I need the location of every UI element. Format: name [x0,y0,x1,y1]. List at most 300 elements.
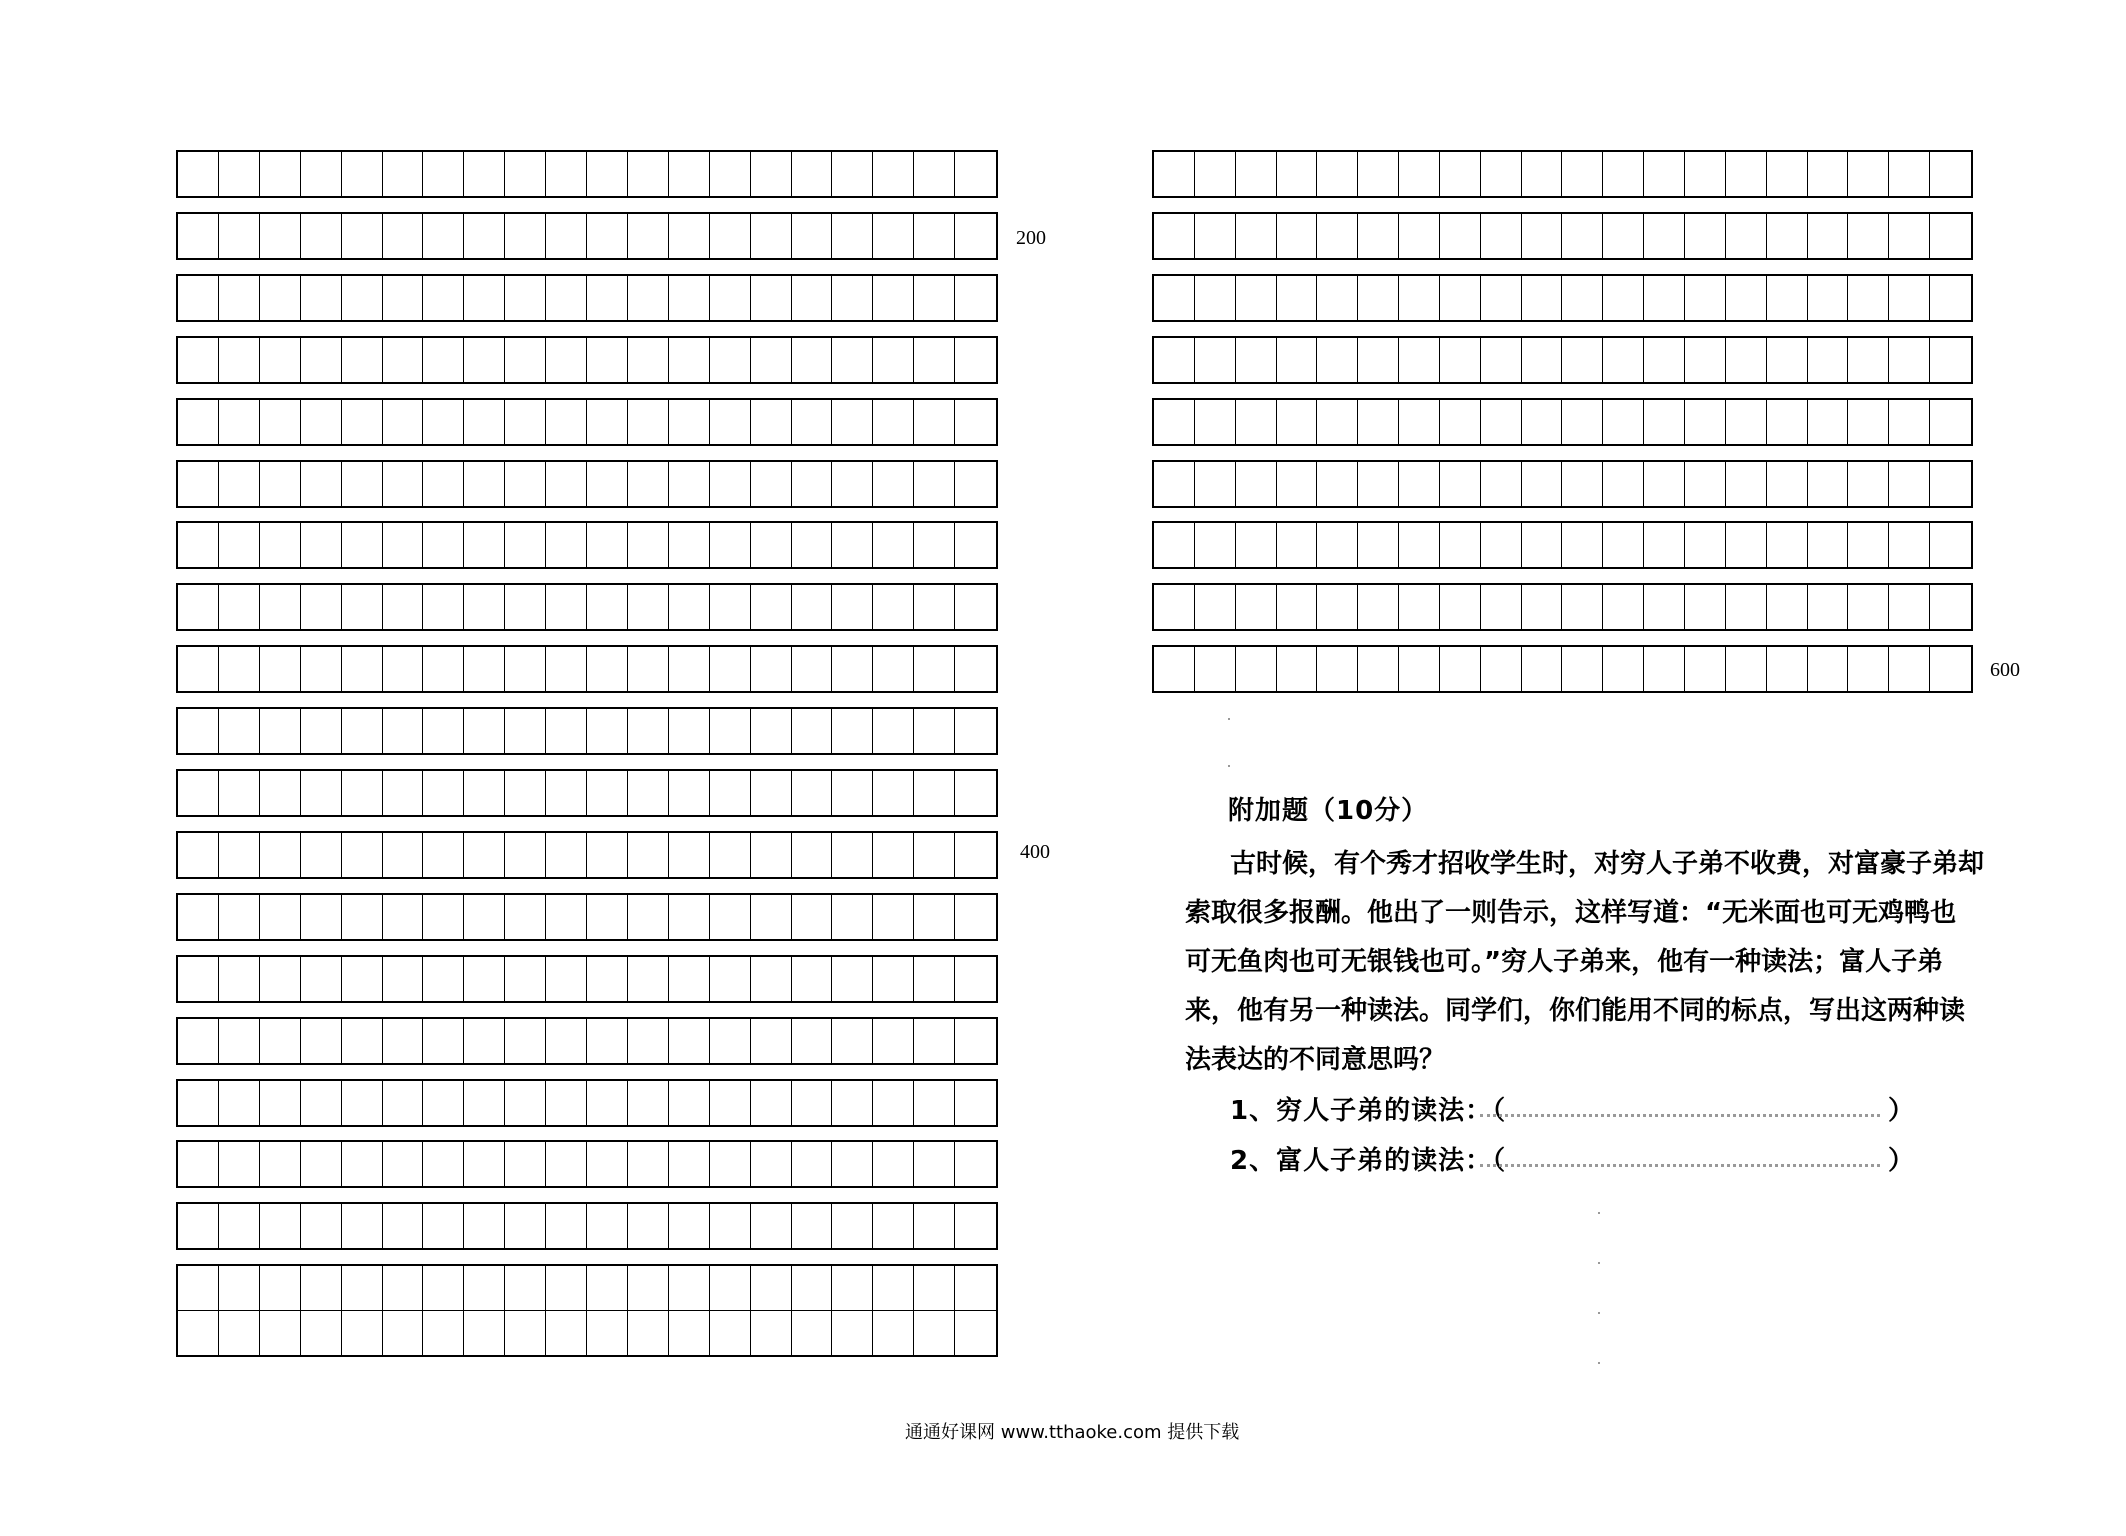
writing-cell[interactable] [1562,647,1603,691]
writing-cell[interactable] [178,1204,219,1248]
writing-cell[interactable] [873,400,914,444]
writing-cell[interactable] [505,1266,546,1311]
writing-cell[interactable] [178,338,219,382]
writing-cell[interactable] [505,523,546,567]
writing-cell[interactable] [1399,214,1440,258]
writing-cell[interactable] [832,895,873,939]
writing-cell[interactable] [751,1081,792,1125]
writing-cell[interactable] [342,1142,383,1186]
writing-cell[interactable] [178,523,219,567]
writing-cell[interactable] [301,214,342,258]
writing-cell[interactable] [832,957,873,1001]
writing-cell[interactable] [1399,276,1440,320]
writing-cell[interactable] [628,895,669,939]
writing-cell[interactable] [1195,338,1236,382]
writing-cell[interactable] [505,152,546,196]
writing-cell[interactable] [1236,462,1277,506]
writing-cell[interactable] [178,585,219,629]
writing-cell[interactable] [792,585,833,629]
writing-cell[interactable] [1889,523,1930,567]
writing-cell[interactable] [669,1266,710,1311]
writing-cell[interactable] [587,1204,628,1248]
writing-cell[interactable] [669,833,710,877]
writing-cell[interactable] [873,709,914,753]
writing-cell[interactable] [1236,152,1277,196]
writing-cell[interactable] [383,338,424,382]
writing-cell[interactable] [587,214,628,258]
writing-cell[interactable] [1685,276,1726,320]
writing-cell[interactable] [1603,647,1644,691]
writing-cell[interactable] [464,585,505,629]
writing-cell[interactable] [873,152,914,196]
writing-cell[interactable] [1603,400,1644,444]
writing-cell[interactable] [383,957,424,1001]
writing-cell[interactable] [1889,214,1930,258]
writing-cell[interactable] [587,957,628,1001]
writing-cell[interactable] [1358,585,1399,629]
writing-cell[interactable] [1808,152,1849,196]
writing-cell[interactable] [873,647,914,691]
writing-cell[interactable] [873,214,914,258]
writing-cell[interactable] [1236,523,1277,567]
writing-cell[interactable] [792,1142,833,1186]
writing-cell[interactable] [505,276,546,320]
writing-cell[interactable] [669,709,710,753]
writing-cell[interactable] [1358,338,1399,382]
writing-cell[interactable] [873,523,914,567]
writing-cell[interactable] [792,957,833,1001]
writing-cell[interactable] [1399,647,1440,691]
writing-cell[interactable] [260,523,301,567]
writing-cell[interactable] [710,1142,751,1186]
writing-cell[interactable] [1277,276,1318,320]
writing-cell[interactable] [955,462,996,506]
writing-cell[interactable] [669,1311,710,1356]
writing-cell[interactable] [1358,647,1399,691]
writing-cell[interactable] [669,771,710,815]
writing-cell[interactable] [669,1081,710,1125]
writing-cell[interactable] [792,1266,833,1311]
writing-cell[interactable] [669,152,710,196]
writing-cell[interactable] [178,957,219,1001]
writing-cell[interactable] [914,1019,955,1063]
writing-cell[interactable] [1317,462,1358,506]
writing-cell[interactable] [1726,400,1767,444]
writing-cell[interactable] [914,1311,955,1356]
writing-cell[interactable] [505,1081,546,1125]
writing-cell[interactable] [178,400,219,444]
writing-cell[interactable] [1644,276,1685,320]
writing-cell[interactable] [464,523,505,567]
writing-cell[interactable] [792,523,833,567]
writing-cell[interactable] [751,647,792,691]
writing-cell[interactable] [505,1204,546,1248]
writing-cell[interactable] [1889,400,1930,444]
writing-cell[interactable] [219,1081,260,1125]
writing-cell[interactable] [832,1142,873,1186]
writing-cell[interactable] [669,400,710,444]
writing-cell[interactable] [342,462,383,506]
writing-cell[interactable] [751,523,792,567]
writing-cell[interactable] [1726,585,1767,629]
writing-cell[interactable] [178,1142,219,1186]
writing-cell[interactable] [219,709,260,753]
writing-cell[interactable] [1481,152,1522,196]
writing-cell[interactable] [792,771,833,815]
writing-cell[interactable] [464,1019,505,1063]
writing-cell[interactable] [873,276,914,320]
writing-cell[interactable] [301,276,342,320]
writing-cell[interactable] [832,771,873,815]
writing-cell[interactable] [628,1204,669,1248]
writing-cell[interactable] [873,771,914,815]
writing-cell[interactable] [1767,523,1808,567]
writing-cell[interactable] [710,895,751,939]
writing-cell[interactable] [1726,647,1767,691]
writing-cell[interactable] [751,1266,792,1311]
writing-cell[interactable] [914,152,955,196]
writing-cell[interactable] [955,585,996,629]
writing-cell[interactable] [464,338,505,382]
writing-cell[interactable] [832,214,873,258]
writing-cell[interactable] [464,152,505,196]
writing-cell[interactable] [1603,523,1644,567]
writing-cell[interactable] [1808,523,1849,567]
writing-cell[interactable] [751,1019,792,1063]
writing-cell[interactable] [301,957,342,1001]
writing-cell[interactable] [383,833,424,877]
writing-cell[interactable] [342,895,383,939]
writing-cell[interactable] [587,1142,628,1186]
writing-cell[interactable] [914,895,955,939]
writing-cell[interactable] [1440,152,1481,196]
writing-cell[interactable] [710,1266,751,1311]
writing-cell[interactable] [383,1311,424,1356]
writing-cell[interactable] [792,152,833,196]
writing-cell[interactable] [914,523,955,567]
writing-cell[interactable] [260,152,301,196]
writing-cell[interactable] [832,338,873,382]
writing-cell[interactable] [792,1311,833,1356]
writing-cell[interactable] [914,338,955,382]
writing-cell[interactable] [260,1266,301,1311]
writing-cell[interactable] [1889,338,1930,382]
writing-cell[interactable] [1440,400,1481,444]
writing-cell[interactable] [219,647,260,691]
writing-cell[interactable] [260,400,301,444]
writing-cell[interactable] [1440,523,1481,567]
writing-cell[interactable] [383,152,424,196]
writing-cell[interactable] [914,276,955,320]
writing-cell[interactable] [628,523,669,567]
writing-cell[interactable] [1522,214,1563,258]
writing-cell[interactable] [628,214,669,258]
writing-cell[interactable] [628,709,669,753]
writing-cell[interactable] [260,276,301,320]
writing-cell[interactable] [178,709,219,753]
writing-cell[interactable] [219,152,260,196]
writing-cell[interactable] [423,152,464,196]
writing-cell[interactable] [792,895,833,939]
writing-cell[interactable] [301,833,342,877]
writing-cell[interactable] [219,214,260,258]
writing-cell[interactable] [1644,152,1685,196]
writing-cell[interactable] [1848,462,1889,506]
writing-cell[interactable] [464,895,505,939]
writing-cell[interactable] [219,1204,260,1248]
writing-cell[interactable] [1562,523,1603,567]
writing-cell[interactable] [587,833,628,877]
writing-cell[interactable] [955,1081,996,1125]
writing-cell[interactable] [1685,647,1726,691]
writing-cell[interactable] [1930,214,1971,258]
writing-cell[interactable] [1195,152,1236,196]
writing-cell[interactable] [1767,338,1808,382]
writing-cell[interactable] [955,214,996,258]
writing-cell[interactable] [464,833,505,877]
writing-cell[interactable] [955,1019,996,1063]
writing-cell[interactable] [342,152,383,196]
writing-cell[interactable] [301,771,342,815]
writing-cell[interactable] [1603,276,1644,320]
writing-cell[interactable] [710,1081,751,1125]
writing-cell[interactable] [1522,647,1563,691]
writing-cell[interactable] [342,1019,383,1063]
writing-cell[interactable] [301,585,342,629]
writing-cell[interactable] [219,1142,260,1186]
writing-cell[interactable] [546,709,587,753]
writing-cell[interactable] [1236,585,1277,629]
writing-cell[interactable] [1154,523,1195,567]
writing-cell[interactable] [710,833,751,877]
writing-cell[interactable] [301,647,342,691]
writing-cell[interactable] [792,1204,833,1248]
writing-cell[interactable] [546,1142,587,1186]
writing-cell[interactable] [792,1081,833,1125]
writing-cell[interactable] [669,523,710,567]
writing-cell[interactable] [710,1019,751,1063]
writing-cell[interactable] [1848,523,1889,567]
writing-cell[interactable] [587,1081,628,1125]
writing-cell[interactable] [178,152,219,196]
writing-cell[interactable] [751,895,792,939]
writing-cell[interactable] [751,1311,792,1356]
writing-cell[interactable] [464,462,505,506]
writing-cell[interactable] [260,647,301,691]
writing-cell[interactable] [342,585,383,629]
writing-cell[interactable] [546,895,587,939]
writing-cell[interactable] [587,400,628,444]
writing-cell[interactable] [669,276,710,320]
writing-cell[interactable] [1481,338,1522,382]
writing-cell[interactable] [219,462,260,506]
writing-cell[interactable] [546,1019,587,1063]
writing-cell[interactable] [873,895,914,939]
writing-cell[interactable] [1848,338,1889,382]
writing-cell[interactable] [1440,338,1481,382]
writing-cell[interactable] [505,895,546,939]
writing-cell[interactable] [1808,214,1849,258]
writing-cell[interactable] [587,1266,628,1311]
writing-cell[interactable] [301,1081,342,1125]
writing-cell[interactable] [342,1081,383,1125]
writing-cell[interactable] [1195,523,1236,567]
writing-cell[interactable] [505,957,546,1001]
writing-cell[interactable] [955,1311,996,1356]
writing-cell[interactable] [219,400,260,444]
writing-cell[interactable] [423,400,464,444]
writing-cell[interactable] [260,462,301,506]
writing-cell[interactable] [505,1019,546,1063]
writing-cell[interactable] [873,833,914,877]
writing-cell[interactable] [873,1311,914,1356]
writing-cell[interactable] [1277,152,1318,196]
writing-cell[interactable] [710,338,751,382]
writing-cell[interactable] [955,276,996,320]
writing-cell[interactable] [546,276,587,320]
writing-cell[interactable] [1644,523,1685,567]
writing-cell[interactable] [587,152,628,196]
writing-cell[interactable] [1685,523,1726,567]
writing-cell[interactable] [1399,400,1440,444]
writing-cell[interactable] [1930,585,1971,629]
writing-cell[interactable] [260,338,301,382]
writing-cell[interactable] [669,214,710,258]
writing-cell[interactable] [178,833,219,877]
writing-cell[interactable] [1644,585,1685,629]
writing-cell[interactable] [1358,214,1399,258]
writing-cell[interactable] [751,585,792,629]
writing-cell[interactable] [464,709,505,753]
writing-cell[interactable] [342,709,383,753]
writing-cell[interactable] [1562,462,1603,506]
writing-cell[interactable] [1889,276,1930,320]
writing-cell[interactable] [260,833,301,877]
writing-cell[interactable] [628,400,669,444]
writing-cell[interactable] [832,1019,873,1063]
writing-cell[interactable] [792,214,833,258]
writing-cell[interactable] [301,1266,342,1311]
writing-cell[interactable] [1767,462,1808,506]
writing-cell[interactable] [1236,276,1277,320]
writing-cell[interactable] [423,462,464,506]
writing-cell[interactable] [1930,276,1971,320]
writing-cell[interactable] [383,214,424,258]
writing-cell[interactable] [628,833,669,877]
writing-cell[interactable] [464,214,505,258]
writing-cell[interactable] [1481,400,1522,444]
writing-cell[interactable] [342,1204,383,1248]
writing-cell[interactable] [423,1266,464,1311]
writing-cell[interactable] [628,1081,669,1125]
writing-cell[interactable] [1399,523,1440,567]
writing-cell[interactable] [873,1019,914,1063]
writing-cell[interactable] [505,1142,546,1186]
writing-cell[interactable] [669,585,710,629]
writing-cell[interactable] [1767,152,1808,196]
writing-cell[interactable] [1603,152,1644,196]
writing-cell[interactable] [423,709,464,753]
writing-cell[interactable] [1154,585,1195,629]
writing-cell[interactable] [1767,276,1808,320]
writing-cell[interactable] [628,957,669,1001]
writing-cell[interactable] [587,1019,628,1063]
writing-cell[interactable] [546,1204,587,1248]
writing-cell[interactable] [260,1204,301,1248]
writing-cell[interactable] [832,523,873,567]
writing-cell[interactable] [1808,338,1849,382]
writing-cell[interactable] [1808,276,1849,320]
writing-cell[interactable] [178,276,219,320]
writing-cell[interactable] [505,771,546,815]
writing-cell[interactable] [301,523,342,567]
writing-cell[interactable] [423,1019,464,1063]
writing-cell[interactable] [873,957,914,1001]
writing-cell[interactable] [914,1081,955,1125]
writing-cell[interactable] [178,1311,219,1356]
writing-cell[interactable] [792,400,833,444]
writing-cell[interactable] [342,276,383,320]
writing-cell[interactable] [260,771,301,815]
writing-cell[interactable] [301,1142,342,1186]
writing-cell[interactable] [710,214,751,258]
writing-cell[interactable] [955,833,996,877]
writing-cell[interactable] [873,585,914,629]
writing-cell[interactable] [955,895,996,939]
writing-cell[interactable] [710,957,751,1001]
writing-cell[interactable] [505,462,546,506]
writing-cell[interactable] [1154,276,1195,320]
writing-cell[interactable] [178,771,219,815]
writing-cell[interactable] [1440,585,1481,629]
writing-cell[interactable] [1358,462,1399,506]
writing-cell[interactable] [505,833,546,877]
writing-cell[interactable] [955,338,996,382]
writing-cell[interactable] [751,957,792,1001]
writing-cell[interactable] [710,462,751,506]
writing-cell[interactable] [546,152,587,196]
writing-cell[interactable] [505,585,546,629]
writing-cell[interactable] [1848,400,1889,444]
writing-cell[interactable] [1562,152,1603,196]
writing-cell[interactable] [1767,400,1808,444]
writing-cell[interactable] [505,400,546,444]
writing-cell[interactable] [751,400,792,444]
writing-cell[interactable] [301,1019,342,1063]
writing-cell[interactable] [383,1019,424,1063]
writing-cell[interactable] [546,400,587,444]
writing-cell[interactable] [1603,338,1644,382]
writing-cell[interactable] [955,400,996,444]
writing-cell[interactable] [1154,338,1195,382]
writing-cell[interactable] [1399,462,1440,506]
writing-cell[interactable] [301,462,342,506]
writing-cell[interactable] [546,338,587,382]
writing-cell[interactable] [505,709,546,753]
writing-cell[interactable] [1644,647,1685,691]
writing-cell[interactable] [587,1311,628,1356]
writing-cell[interactable] [464,1142,505,1186]
writing-cell[interactable] [955,1266,996,1311]
writing-cell[interactable] [751,462,792,506]
writing-cell[interactable] [792,276,833,320]
writing-cell[interactable] [873,1204,914,1248]
writing-cell[interactable] [955,647,996,691]
writing-cell[interactable] [1726,276,1767,320]
writing-cell[interactable] [710,400,751,444]
writing-cell[interactable] [301,895,342,939]
writing-cell[interactable] [219,1311,260,1356]
